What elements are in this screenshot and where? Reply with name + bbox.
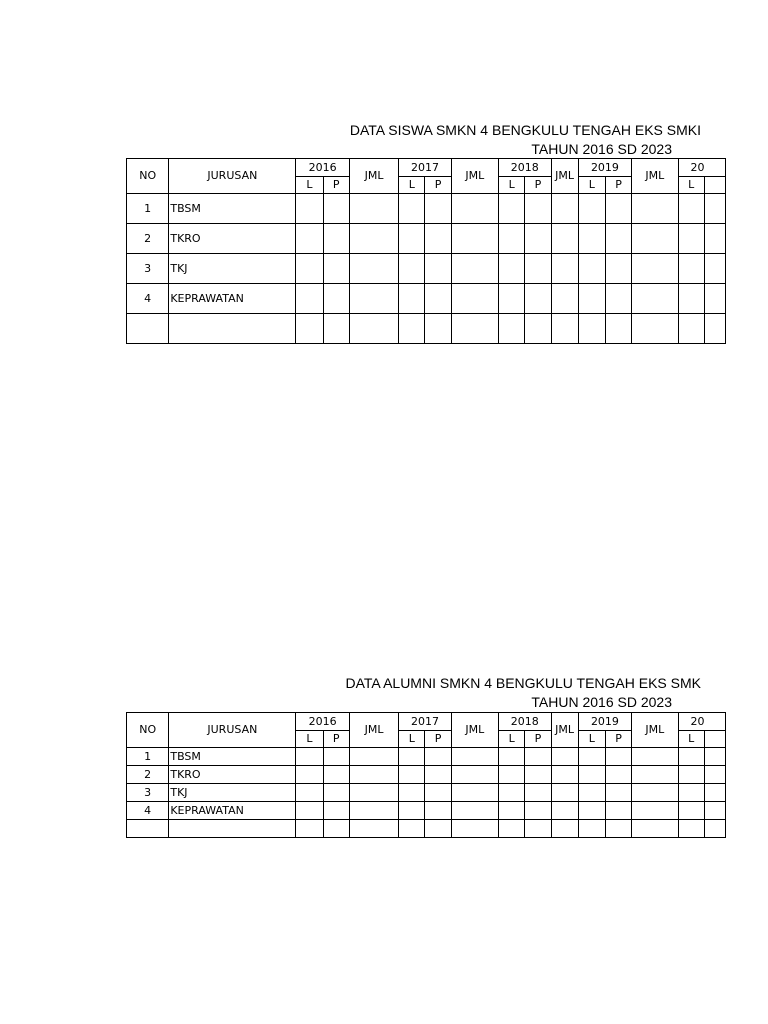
header-year-2019: 2019 (578, 159, 631, 177)
header-p: P (425, 177, 451, 194)
table-row (127, 802, 726, 820)
cell-jurusan: KEPRAWATAN (169, 284, 296, 314)
siswa-table (126, 158, 726, 344)
header-l: L (499, 177, 525, 194)
cell-no: 1 (127, 194, 169, 224)
header-jml: JML (349, 713, 398, 748)
header-year-2017: 2017 (399, 159, 451, 177)
header-year-2018: 2018 (499, 713, 551, 731)
cell-no (127, 314, 169, 344)
header-l: L (399, 731, 425, 748)
cell-jurusan (169, 820, 296, 838)
header-l: L (678, 731, 704, 748)
table-row (127, 254, 726, 284)
cell-jurusan: TKJ (169, 784, 296, 802)
siswa-table-subtitle: TAHUN 2016 SD 2023 (531, 141, 672, 157)
cell-jurusan: TKJ (169, 254, 296, 284)
header-p: P (525, 731, 551, 748)
cell-no: 2 (127, 224, 169, 254)
header-jml: JML (551, 159, 578, 194)
cell-jurusan (169, 314, 296, 344)
cell-no (127, 820, 169, 838)
header-no: NO (127, 159, 169, 194)
header-jml: JML (632, 713, 678, 748)
cell-no: 3 (127, 784, 169, 802)
table-row (127, 820, 726, 838)
cell-no: 1 (127, 748, 169, 766)
header-l: L (399, 177, 425, 194)
cell-no: 4 (127, 284, 169, 314)
header-year-2016: 2016 (296, 159, 349, 177)
header-jurusan: JURUSAN (169, 713, 296, 748)
header-l: L (296, 177, 323, 194)
header-l: L (499, 731, 525, 748)
alumni-table-container (126, 712, 705, 840)
header-p (704, 731, 725, 748)
header-p: P (323, 177, 349, 194)
cell-jurusan: TKRO (169, 224, 296, 254)
header-year-2017: 2017 (399, 713, 451, 731)
cell-jurusan: KEPRAWATAN (169, 802, 296, 820)
header-jml: JML (551, 713, 578, 748)
cell-jurusan: TBSM (169, 194, 296, 224)
table-row (127, 766, 726, 784)
header-p: P (525, 177, 551, 194)
header-jml: JML (349, 159, 398, 194)
header-p: P (323, 731, 349, 748)
header-l: L (296, 731, 323, 748)
header-year-20: 20 (678, 713, 725, 731)
table-row (127, 748, 726, 766)
header-p: P (605, 177, 631, 194)
table-row (127, 784, 726, 802)
table-row (127, 314, 726, 344)
cell-no: 3 (127, 254, 169, 284)
header-p (704, 177, 725, 194)
header-l: L (578, 731, 605, 748)
header-year-2018: 2018 (499, 159, 551, 177)
header-l: L (578, 177, 605, 194)
cell-no: 4 (127, 802, 169, 820)
header-p: P (605, 731, 631, 748)
siswa-table-title: DATA SISWA SMKN 4 BENGKULU TENGAH EKS SMKI (349, 122, 701, 138)
alumni-table (126, 712, 726, 838)
header-p: P (425, 731, 451, 748)
header-jml: JML (632, 159, 678, 194)
cell-jurusan: TBSM (169, 748, 296, 766)
table-row (127, 284, 726, 314)
alumni-table-subtitle: TAHUN 2016 SD 2023 (531, 694, 672, 710)
header-year-2016: 2016 (296, 713, 349, 731)
header-l: L (678, 177, 704, 194)
cell-no: 2 (127, 766, 169, 784)
header-jml: JML (451, 713, 498, 748)
table-row (127, 224, 726, 254)
header-no: NO (127, 713, 169, 748)
header-year-20: 20 (678, 159, 725, 177)
table-row (127, 194, 726, 224)
header-year-2019: 2019 (578, 713, 631, 731)
alumni-table-title: DATA ALUMNI SMKN 4 BENGKULU TENGAH EKS SMK (345, 675, 701, 691)
header-jml: JML (451, 159, 498, 194)
siswa-table-container (126, 158, 705, 346)
cell-jurusan: TKRO (169, 766, 296, 784)
header-jurusan: JURUSAN (169, 159, 296, 194)
